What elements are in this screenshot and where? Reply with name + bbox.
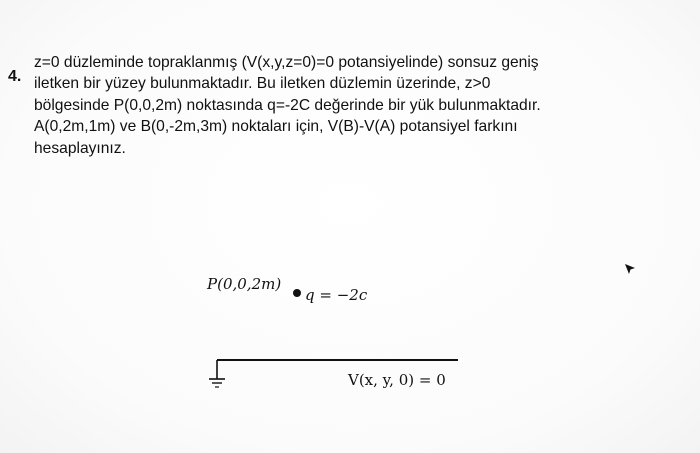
- point-label: P(0,0,2m): [207, 275, 282, 293]
- question-line: A(0,2m,1m) ve B(0,-2m,3m) noktaları için, V(B)-V(A) potansiyel farkını: [34, 118, 518, 136]
- mouse-pointer-icon: [624, 263, 636, 275]
- question-number: 4.: [8, 68, 22, 85]
- charge-label: q = −2c: [305, 286, 368, 304]
- question-line: iletken bir yüzey bulunmaktadır. Bu iletken düzlemin üzerinde, z>0: [34, 75, 491, 93]
- plane-potential-label: V(x, y, 0) = 0: [348, 371, 446, 389]
- charge-dot-icon: [290, 286, 304, 300]
- question-line: bölgesinde P(0,0,2m) noktasında q=-2C değerinde bir yük bulunmaktadır.: [34, 96, 541, 114]
- question-line: z=0 düzleminde topraklanmış (V(x,y,z=0)=0 potansiyelinde) sonsuz geniş: [34, 54, 539, 71]
- ground-icon: [209, 360, 225, 387]
- question-line: hesaplayınız.: [34, 139, 126, 157]
